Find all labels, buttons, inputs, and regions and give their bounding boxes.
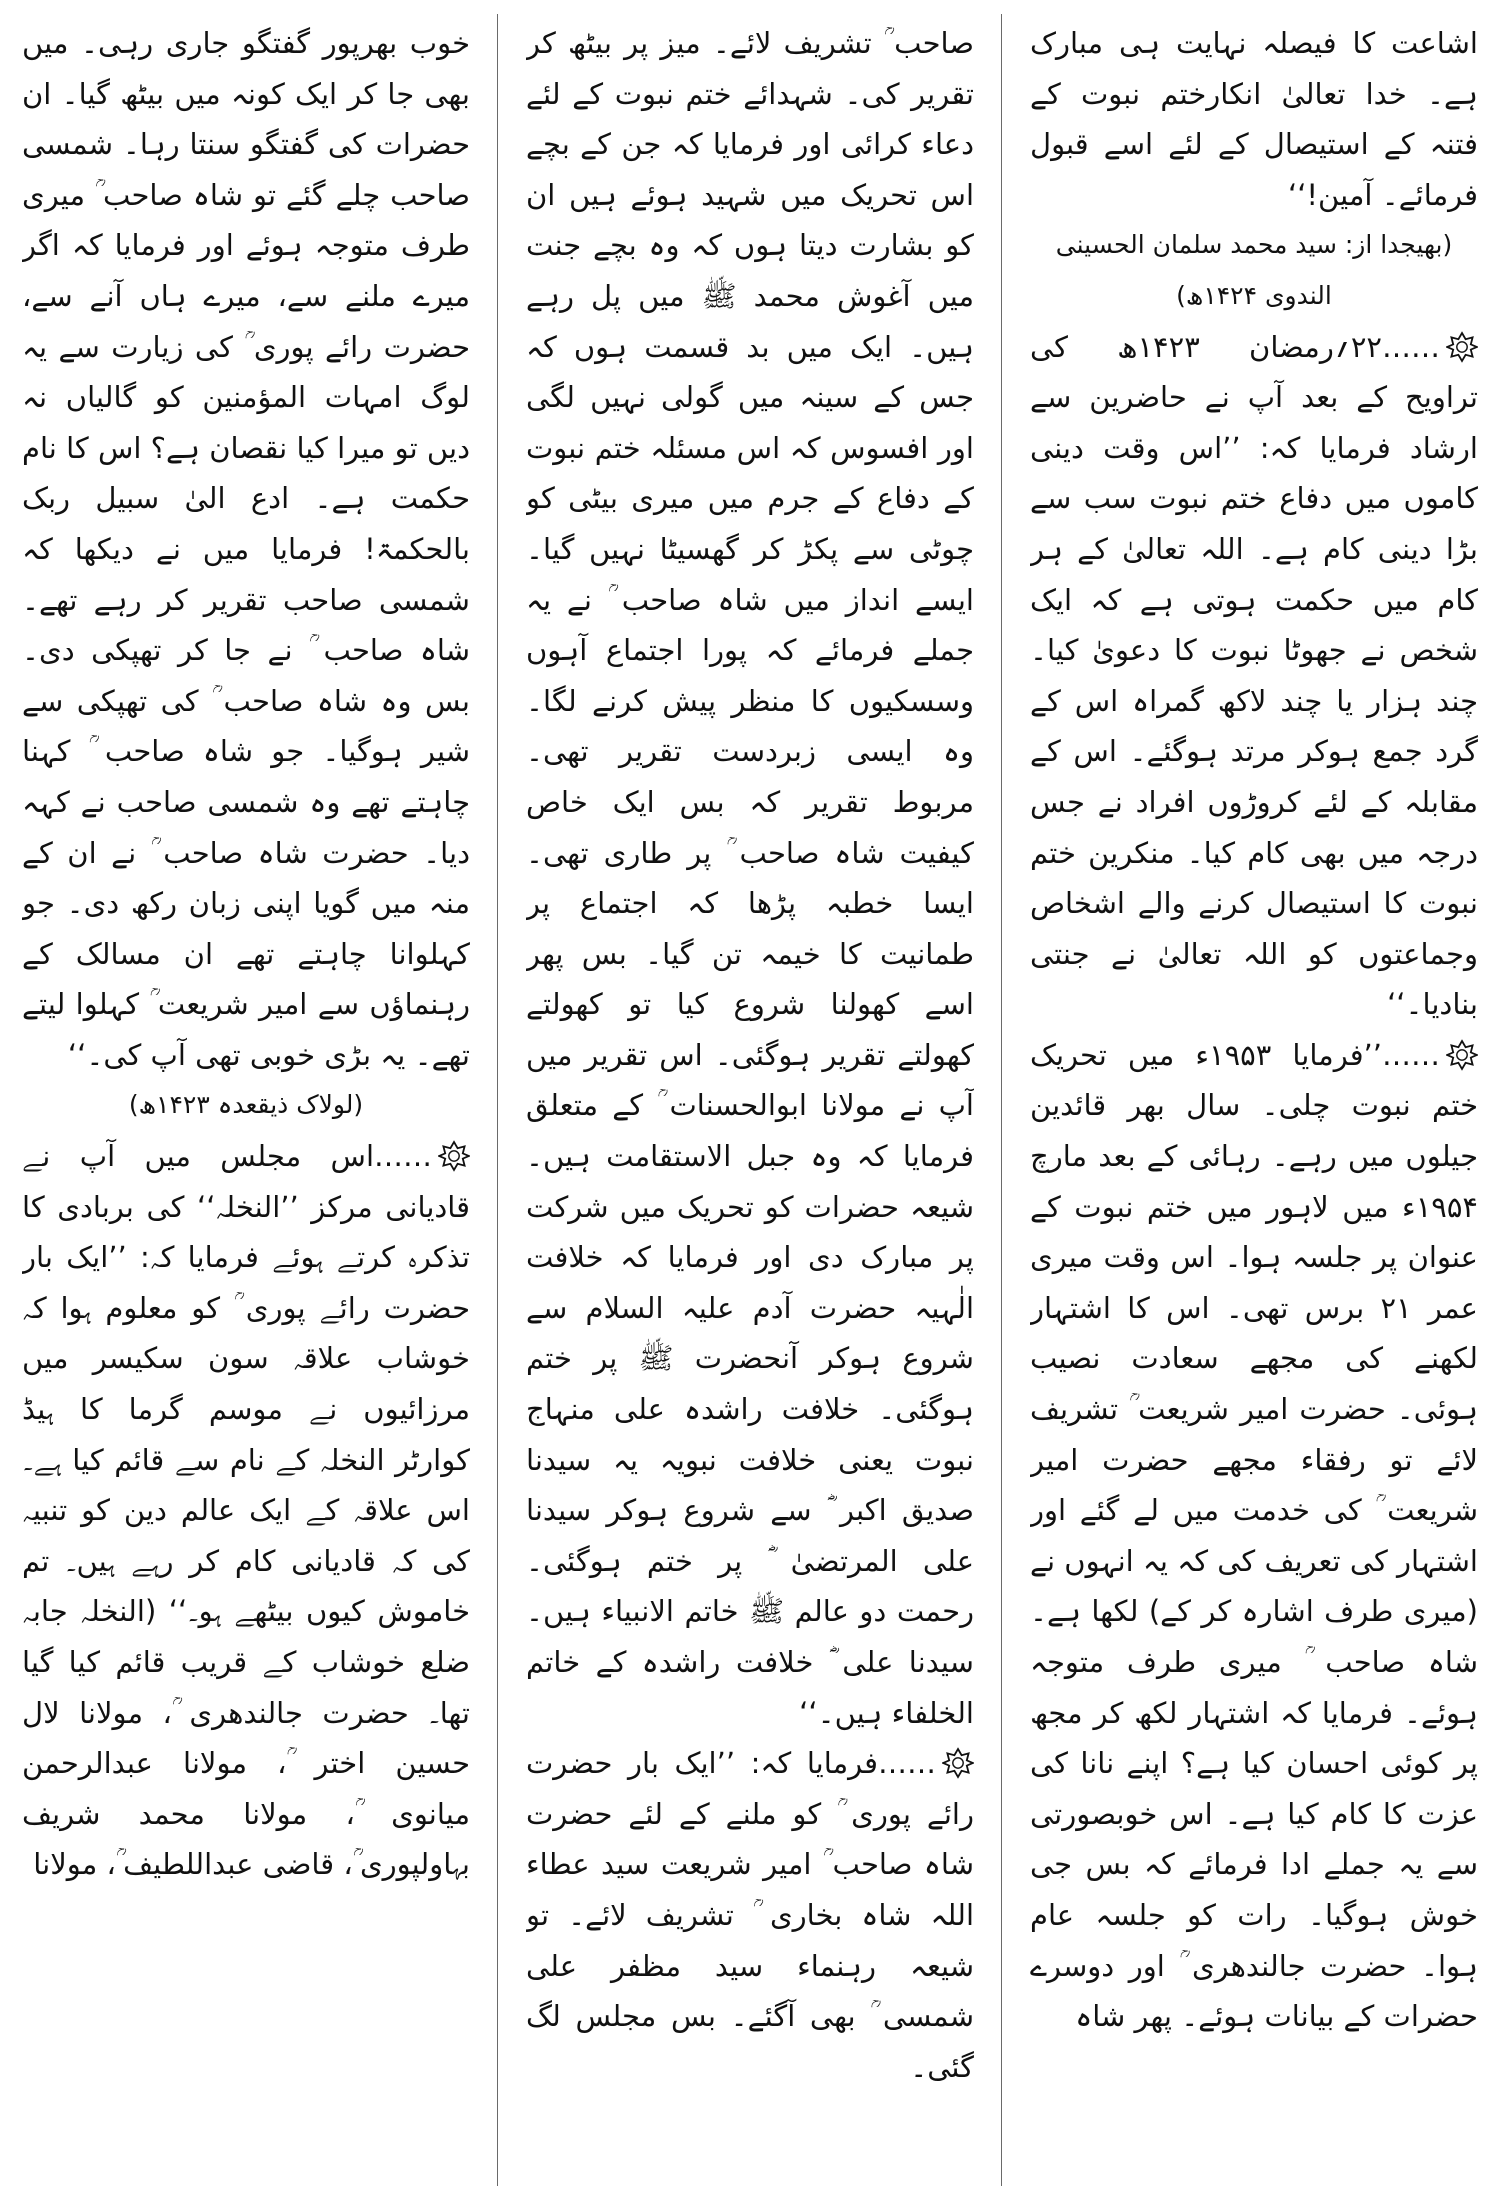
column-left bbox=[22, 18, 470, 2190]
column-divider bbox=[1001, 14, 1002, 2186]
leader-dots: …… bbox=[374, 1139, 432, 1174]
bulleted-paragraph bbox=[1030, 1030, 1478, 2042]
paragraph-text: اس مجلس میں آپ نے قادیانی مرکز ’’النخلہ‘‘ کی بربادی کا تذکرہ کرتے ہوئے فرمایا کہ: ’’ایک بار حضرت رائے پوری ؒ کو معلوم ہوا کہ خوشاب علاقہ سون سکیسر میں مرزائیوں نے موسم گرما کا ہیڈ کوارٹر النخلہ کے نام سے قائم کیا ہے۔ اس علاقہ کے ایک عالم دین کو تنبیہ کی کہ قادیانی کام کر رہے ہیں۔ تم خاموش کیوں بیٹھے ہو۔‘‘ (النخلہ جابہ ضلع خوشاب کے قریب قائم کیا گیا تھا۔ حضرت جالندھری ؒ، مولانا لال حسین اختر ؒ، مولانا عبدالرحمن میانوی ؒ، مولانا محمد شریف بہاولپوری ؒ، قاضی عبداللطیف ؒ، مولانا bbox=[22, 1139, 470, 1882]
paragraph: صاحب ؒ تشریف لائے۔ میز پر بیٹھ کر تقریر کی۔ شہدائے ختم نبوت کے لئے دعاء کرائی اور فرمایا کہ جن کے بچے اس تحریک میں شہید ہوئے ہیں ان کو بشارت دیتا ہوں کہ وہ بچے جنت میں آغوش محمد ﷺ میں پل رہے ہیں۔ ایک میں بد قسمت ہوں کہ جس کے سینہ میں گولی نہیں لگی اور افسوس کہ اس مسئلہ ختم نبوت کے دفاع کے جرم میں میری بیٹی کو چوٹی سے پکڑ کر گھسیٹا نہیں گیا۔ ایسے انداز میں شاہ صاحب ؒ نے یہ جملے فرمائے کہ پورا اجتماع آہوں وسسکیوں کا منظر پیش کرنے لگا۔ وہ ایسی زبردست تقریر تھی۔ مربوط تقریر کہ بس ایک خاص کیفیت شاہ صاحب ؒ پر طاری تھی۔ ایسا خطبہ پڑھا کہ اجتماع پر طمانیت کا خیمہ تن گیا۔ بس پھر اسے کھولنا شروع کیا تو کھولتے کھولتے تقریر ہوگئی۔ اس تقریر میں آپ نے مولانا ابوالحسنات ؒ کے متعلق فرمایا کہ وہ جبل الاستقامت ہیں۔ شیعہ حضرات کو تحریک میں شرکت پر مبارک دی اور فرمایا کہ خلافت الٰہیہ حضرت آدم علیہ السلام سے شروع ہوکر آنحضرت ﷺ پر ختم ہوگئی۔ خلافت راشدہ علی منہاج نبوت یعنی خلافت نبویہ یہ سیدنا صدیق اکبر ؓ سے شروع ہوکر سیدنا علی المرتضیٰ ؓ پر ختم ہوگئی۔ رحمت دو عالم ﷺ خاتم الانبیاء ہیں۔ سیدنا علی ؓ خلافت راشدہ کے خاتم الخلفاء ہیں۔‘‘ bbox=[526, 26, 974, 1730]
leader-dots: …… bbox=[878, 1746, 936, 1781]
bulleted-paragraph bbox=[1030, 322, 1478, 1030]
column-middle bbox=[526, 18, 974, 2190]
column-divider bbox=[497, 14, 498, 2186]
source-note: (بھیجدا از: سید محمد سلمان الحسینی الندوی ۱۴۲۴ھ) bbox=[1055, 230, 1453, 310]
eight-point-star-icon bbox=[1440, 1030, 1478, 1081]
paragraph-text: ۲۲؍رمضان ۱۴۲۳ھ کی تراویح کے بعد آپ نے حاضرین سے ارشاد فرمایا کہ: ’’اس وقت دینی کاموں میں دفاع ختم نبوت سب سے بڑا دینی کام ہے۔ اللہ تعالیٰ کے ہر کام میں حکمت ہوتی ہے کہ ایک شخص نے جھوٹا نبوت کا دعویٰ کیا۔ چند ہزار یا چند لاکھ گمراہ اس کے گرد جمع ہوکر مرتد ہوگئے۔ اس کے مقابلہ کے لئے کروڑوں افراد نے جس درجہ میں بھی کام کیا۔ منکرین ختم نبوت کا استیصال کرنے والے اشخاص وجماعتوں کو اللہ تعالیٰ نے جنتی بنادیا۔‘‘ bbox=[1030, 329, 1478, 1022]
paragraph-text: ’’فرمایا ۱۹۵۳ء میں تحریک ختم نبوت چلی۔ سال بھر قائدین جیلوں میں رہے۔ رہائی کے بعد مارچ ۱۹۵۴ء میں لاہور میں ختم نبوت کے عنوان پر جلسہ ہوا۔ اس وقت میری عمر ۲۱ برس تھی۔ اس کا اشتہار لکھنے کی مجھے سعادت نصیب ہوئی۔ حضرت امیر شریعت ؒ تشریف لائے تو رفقاء مجھے حضرت امیر شریعت ؒ کی خدمت میں لے گئے اور اشتہار کی تعریف کی کہ یہ انہوں نے (میری طرف اشارہ کر کے) لکھا ہے۔ شاہ صاحب ؒ میری طرف متوجہ ہوئے۔ فرمایا کہ اشتہار لکھ کر مجھ پر کوئی احسان کیا ہے؟ اپنے نانا کی عزت کا کام کیا ہے۔ اس خوبصورتی سے یہ جملے ادا فرمائے کہ بس جی خوش ہوگیا۔ رات کو جلسہ عام ہوا۔ حضرت جالندھری ؒ اور دوسرے حضرات کے بیانات ہوئے۔ پھر شاہ bbox=[1030, 1037, 1478, 2034]
bulleted-paragraph bbox=[526, 1738, 974, 2092]
eight-point-star-icon bbox=[432, 1131, 470, 1182]
leader-dots: …… bbox=[1382, 329, 1440, 364]
eight-point-star-icon bbox=[936, 1738, 974, 1789]
source-note: (لولاک ذیقعدہ ۱۴۲۳ھ) bbox=[128, 1090, 364, 1120]
paragraph: اشاعت کا فیصلہ نہایت ہی مبارک ہے۔ خدا تعالیٰ انکارختم نبوت کے فتنہ کے استیصال کے لئے اسے قبول فرمائے۔ آمین!‘‘ bbox=[1030, 26, 1478, 212]
paragraph: خوب بھرپور گفتگو جاری رہی۔ میں بھی جا کر ایک کونہ میں بیٹھ گیا۔ ان حضرات کی گفتگو سنتا رہا۔ شمسی صاحب چلے گئے تو شاہ صاحب ؒ میری طرف متوجہ ہوئے اور فرمایا کہ اگر میرے ملنے سے، میرے ہاں آنے سے، حضرت رائے پوری ؒ کی زیارت سے یہ لوگ امہات المؤمنین کو گالیاں نہ دیں تو میرا کیا نقصان ہے؟ اس کا نام حکمت ہے۔ ادع الیٰ سبیل ربک بالحکمۃ! فرمایا میں نے دیکھا کہ شمسی صاحب تقریر کر رہے تھے۔ شاہ صاحب ؒ نے جا کر تھپکی دی۔ بس وہ شاہ صاحب ؒ کی تھپکی سے شیر ہوگیا۔ جو شاہ صاحب ؒ کہنا چاہتے تھے وہ شمسی صاحب نے کہہ دیا۔ حضرت شاہ صاحب ؒ نے ان کے منہ میں گویا اپنی زبان رکھ دی۔ جو کہلوانا چاہتے تھے ان مسالک کے رہنماؤں سے امیر شریعت ؒ کہلوا لیتے تھے۔ یہ بڑی خوبی تھی آپ کی۔‘‘ bbox=[22, 26, 470, 1072]
column-right bbox=[1030, 18, 1478, 2190]
eight-point-star-icon bbox=[1440, 322, 1478, 373]
paragraph-text: فرمایا کہ: ’’ایک بار حضرت رائے پوری ؒ کو ملنے کے لئے حضرت شاہ صاحب ؒ امیر شریعت سید عطاء اللہ شاہ بخاری ؒ تشریف لائے۔ تو شیعہ رہنماء سید مظفر علی شمسی ؒ بھی آگئے۔ بس مجلس لگ گئی۔ bbox=[526, 1746, 974, 2084]
leader-dots: …… bbox=[1382, 1037, 1440, 1072]
bulleted-paragraph bbox=[22, 1131, 470, 1890]
